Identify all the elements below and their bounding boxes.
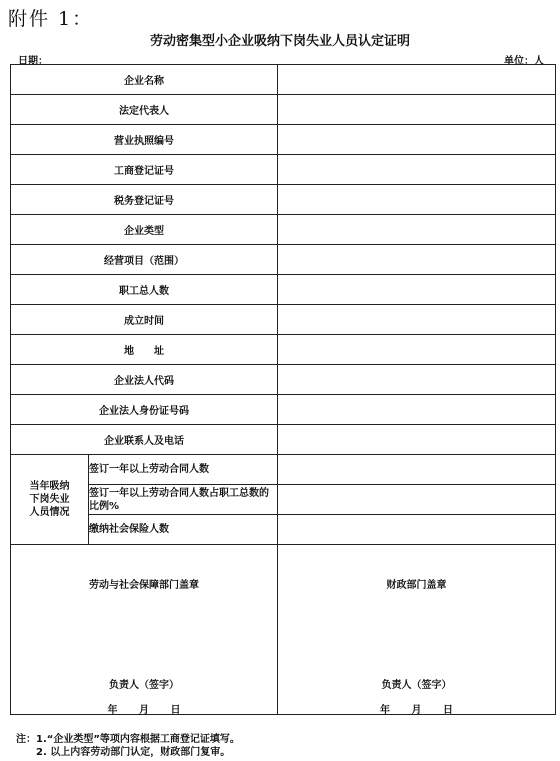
finance-responsible-label: 负责人（签字） <box>381 679 452 691</box>
labor-date-label: 年 月 日 <box>107 704 181 716</box>
form-row <box>11 275 556 305</box>
value-cell <box>278 305 556 335</box>
form-row <box>11 425 556 455</box>
form-title: 劳动密集型小企业吸纳下岗失业人员认定证明 <box>149 34 410 49</box>
form-row <box>11 185 556 215</box>
value-cell <box>278 125 556 155</box>
row-label: 成立时间 <box>11 305 278 335</box>
form-row <box>11 305 556 335</box>
form-row <box>11 125 556 155</box>
form-row <box>11 95 556 125</box>
group-item-label: 签订一年以上劳动合同人数占职工总数的比例% <box>89 485 278 515</box>
value-cell <box>278 215 556 245</box>
value-cell <box>278 245 556 275</box>
row-label: 地 址 <box>11 335 278 365</box>
value-cell <box>278 485 556 515</box>
value-cell <box>278 365 556 395</box>
value-cell <box>278 455 556 485</box>
value-cell <box>278 515 556 545</box>
labor-dept-stamp-label: 劳动与社会保障部门盖章 <box>89 579 199 591</box>
row-label: 企业联系人及电话 <box>11 425 278 455</box>
form-row <box>11 65 556 95</box>
form-row <box>11 215 556 245</box>
value-cell <box>278 275 556 305</box>
row-label: 工商登记证号 <box>11 155 278 185</box>
attachment-label: 附件 1： <box>8 8 94 30</box>
value-cell <box>278 335 556 365</box>
group-label <box>11 455 89 545</box>
row-label: 企业法人代码 <box>11 365 278 395</box>
labor-responsible-label: 负责人（签字） <box>109 679 179 691</box>
date-label: 日期： <box>18 56 48 67</box>
unit-label: 单位：人 <box>504 56 544 67</box>
form-row <box>11 245 556 275</box>
group-row <box>11 515 556 545</box>
notes <box>16 733 240 759</box>
form-row <box>11 365 556 395</box>
row-label: 营业执照编号 <box>11 125 278 155</box>
value-cell <box>278 425 556 455</box>
certification-form-table <box>10 64 556 715</box>
value-cell <box>278 185 556 215</box>
row-label: 企业类型 <box>11 215 278 245</box>
group-item-label: 缴纳社会保险人数 <box>89 515 278 545</box>
note-2: 2. 以上内容劳动部门认定，财政部门复审。 <box>36 747 231 758</box>
form-row <box>11 155 556 185</box>
group-row <box>11 485 556 515</box>
value-cell <box>278 65 556 95</box>
row-label: 企业名称 <box>11 65 278 95</box>
row-label: 企业法人身份证号码 <box>11 395 278 425</box>
form-row <box>11 335 556 365</box>
value-cell <box>278 95 556 125</box>
row-label: 税务登记证号 <box>11 185 278 215</box>
row-label: 法定代表人 <box>11 95 278 125</box>
labor-dept-signature-cell <box>11 545 278 715</box>
note-1: 注：1.“企业类型”等项内容根据工商登记证填写。 <box>16 734 240 745</box>
finance-dept-signature-cell <box>278 545 556 715</box>
row-label: 职工总人数 <box>11 275 278 305</box>
group-item-label: 签订一年以上劳动合同人数 <box>89 455 278 485</box>
finance-dept-stamp-label: 财政部门盖章 <box>386 579 447 591</box>
row-label: 经营项目（范围） <box>11 245 278 275</box>
form-row <box>11 395 556 425</box>
value-cell <box>278 155 556 185</box>
finance-date-label: 年 月 日 <box>380 704 453 716</box>
group-row <box>11 455 556 485</box>
group-label-text: 当年吸纳下岗失业人员情况 <box>29 481 70 518</box>
signature-row <box>11 545 556 715</box>
value-cell <box>278 395 556 425</box>
